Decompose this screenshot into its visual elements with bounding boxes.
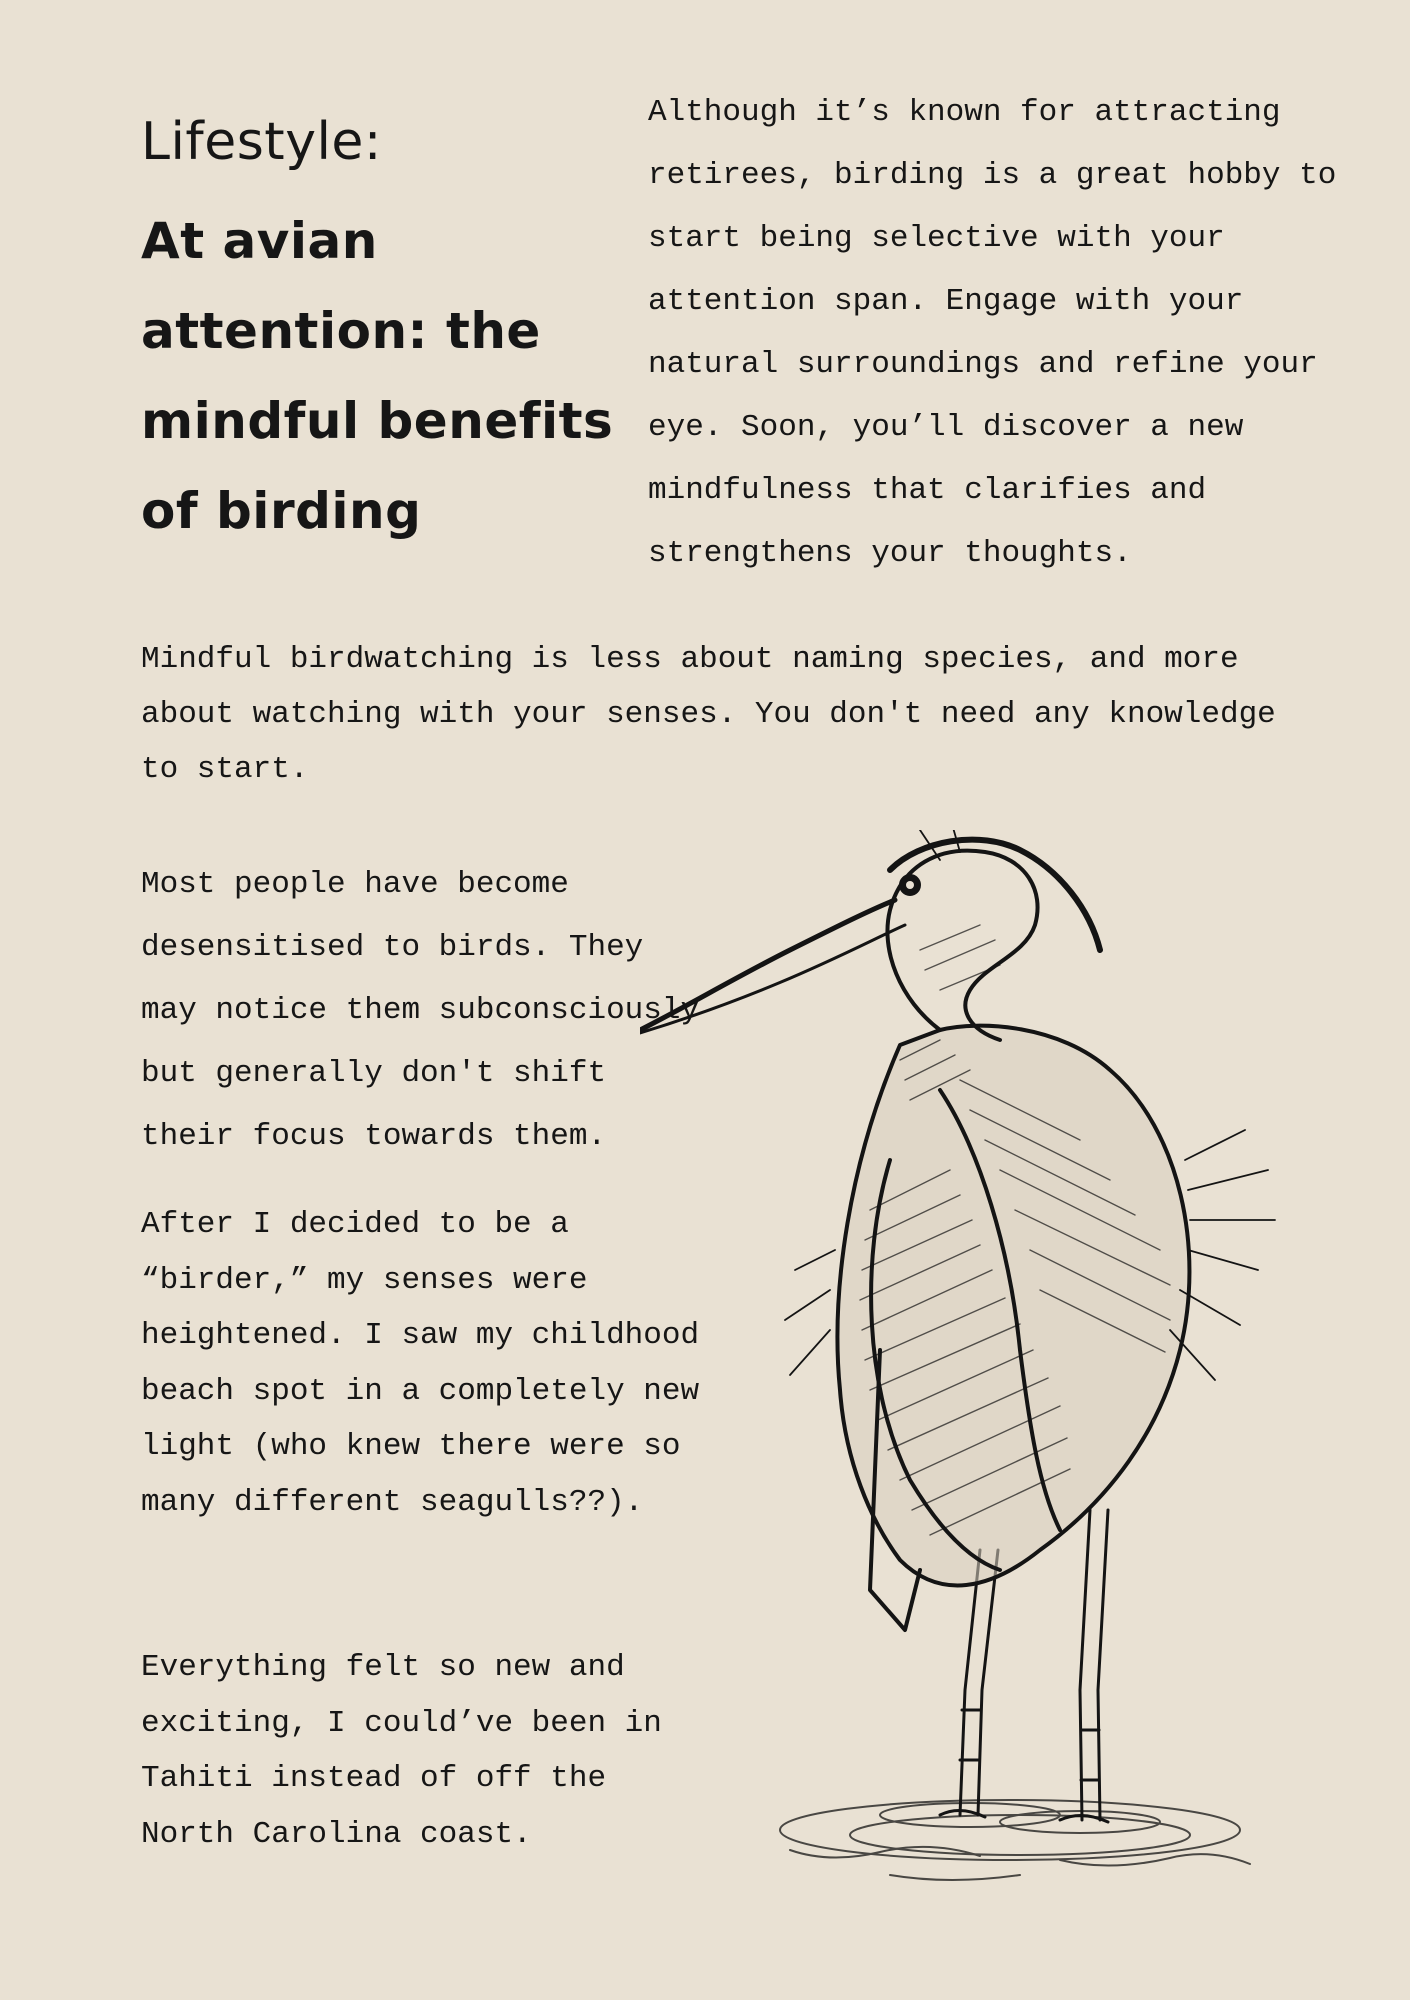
article-headline: At avian attention: the mindful benefits of birding — [141, 212, 614, 540]
heron-body — [838, 1026, 1190, 1630]
water-ripples — [780, 1800, 1250, 1880]
body-paragraph-3: Everything felt so new and exciting, I could’ve been in Tahiti instead of off the North Carolina coast. — [141, 1650, 662, 1852]
body-paragraph-2: After I decided to be a “birder,” my senses were heightened. I saw my childhood beach spot in a completely new light (who knew there were so many different seagulls??). — [141, 1207, 700, 1520]
heron-neck-head — [640, 840, 1100, 1040]
heron-illustration — [640, 830, 1360, 1890]
body-paragraph-1: Most people have become desensitised to birds. They may notice them subconsciously but generally don't shift their focus towards them. — [141, 867, 700, 1154]
intro-paragraph: Although it’s known for attracting retirees, birding is a great hobby to start being selective with your attention span. Engage with your natural surroundings and refine your eye. Soon, you’ll discover a new mindfulness that clarifies and strengthens your thoughts. — [648, 95, 1337, 571]
lead-paragraph: Mindful birdwatching is less about naming species, and more about watching with your senses. You don't need any knowledge to start. — [141, 642, 1276, 787]
section-label: Lifestyle: — [141, 112, 382, 172]
